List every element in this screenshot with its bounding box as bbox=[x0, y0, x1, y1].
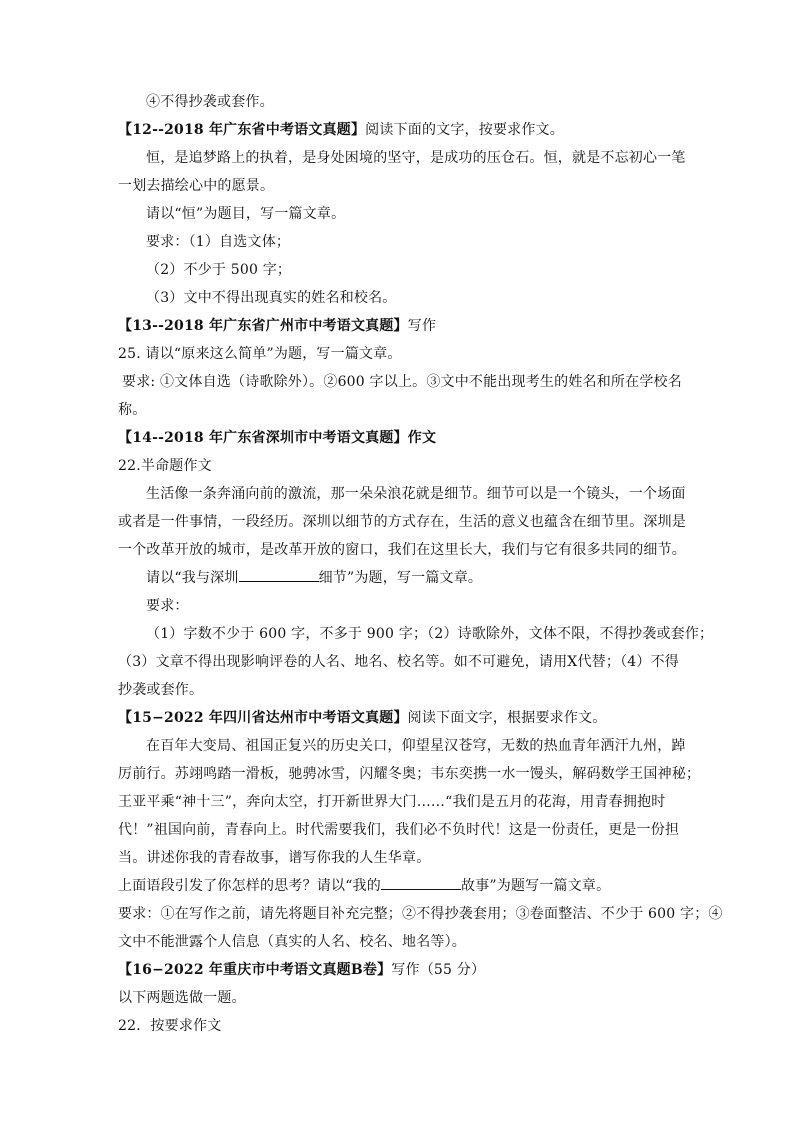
text-line: 王亚平乘“神十三”，奔向太空，打开新世界大门……“我们是五月的花海，用青春拥抱时 bbox=[118, 794, 666, 810]
text-line: ④不得抄袭或套作。 bbox=[146, 94, 274, 110]
text-line: （1）字数不少于 600 字，不多于 900 字；（2）诗歌除外，文体不限，不得抄袭或套作； bbox=[146, 626, 714, 642]
text-line: 请以“我与深圳 细节”为题，写一篇文章。 bbox=[118, 564, 680, 592]
text-line: 或者是一件事情，一段经历。深圳以细节的方式存在，生活的意义也蕴含在细节里。深圳是 bbox=[118, 514, 686, 530]
text-line: （3）文中不得出现真实的姓名和校名。 bbox=[146, 290, 397, 306]
question-heading: 【16−2022 年重庆市中考语文真题B卷】写作（55 分） bbox=[118, 962, 486, 978]
question-heading: 【13--2018 年广东省广州市中考语文真题】写作 bbox=[118, 318, 437, 334]
text-line: 一划去描绘心中的愿景。 bbox=[118, 178, 275, 194]
text-line: 要求：①在写作之前，请先将题目补充完整；②不得抄袭套用；③卷面整洁、不少于 600 字；④ bbox=[118, 906, 723, 922]
fill-in-blank bbox=[381, 875, 461, 890]
text-line: 生活像一条奔涌向前的激流，那一朵朵浪花就是细节。细节可以是一个镜头，一个场面 bbox=[146, 486, 686, 502]
text-line: 称。 bbox=[118, 402, 147, 418]
text-line: 厉前行。苏翊鸣踏一滑板，驰骋冰雪，闪耀冬奥；韦东奕携一水一馒头，解码数学王国神秘； bbox=[118, 766, 701, 782]
text-line: 要求: ①文体自选（诗歌除外）。②600 字以上。③文中不能出现考生的姓名和所在学校名 bbox=[122, 374, 682, 390]
question-heading: 【15−2022 年四川省达州市中考语文真题】阅读下面文字，根据要求作文。 bbox=[118, 710, 607, 726]
text-line: 22．按要求作文 bbox=[118, 1018, 222, 1034]
text-line: 22.半命题作文 bbox=[118, 458, 212, 474]
question-heading: 【14--2018 年广东省深圳市中考语文真题】作文 bbox=[118, 430, 437, 446]
text-line: 文中不能泄露个人信息（真实的人名、校名、地名等）。 bbox=[118, 934, 466, 950]
document-page bbox=[118, 88, 723, 1040]
text-line: （3）文章不得出现影响评卷的人名、地名、校名等。如不可避免，请用X代替；（4）不得 bbox=[118, 654, 679, 670]
question-heading: 【12--2018 年广东省中考语文真题】阅读下面的文字，按要求作文。 bbox=[118, 122, 564, 138]
text-line: 要求：（1）自选文体； bbox=[146, 234, 291, 250]
text-line: 上面语段引发了你怎样的思考？请以“我的 故事”为题写一篇文章。 bbox=[118, 872, 680, 900]
text-line: 在百年大变局、祖国正复兴的历史关口，仰望星汉苍穹，无数的热血青年洒汗九州，踔 bbox=[146, 738, 686, 754]
text-line: 恒，是追梦路上的执着，是身处困境的坚守，是成功的压仓石。恒，就是不忘初心一笔 bbox=[146, 150, 686, 166]
text-line: 一个改革开放的城市，是改革开放的窗口，我们在这里长大，我们与它有很多共同的细节。 bbox=[118, 542, 686, 558]
text-line: 请以“恒”为题目，写一篇文章。 bbox=[146, 206, 346, 222]
text-line: 抄袭或套作。 bbox=[118, 682, 204, 698]
text-line: （2）不少于 500 字； bbox=[146, 262, 292, 278]
text-line: 以下两题选做一题。 bbox=[118, 990, 246, 1006]
text-line: 要求： bbox=[146, 598, 189, 614]
text-line: 当。讲述你我的青春故事，谱写你我的人生华章。 bbox=[118, 850, 431, 866]
fill-in-blank bbox=[239, 567, 319, 582]
text-line: 代！”祖国向前，青春向上。时代需要我们，我们必不负时代！这是一份责任，更是一份担 bbox=[118, 822, 680, 838]
text-line: 25. 请以“原来这么简单”为题，写一篇文章。 bbox=[118, 346, 402, 362]
